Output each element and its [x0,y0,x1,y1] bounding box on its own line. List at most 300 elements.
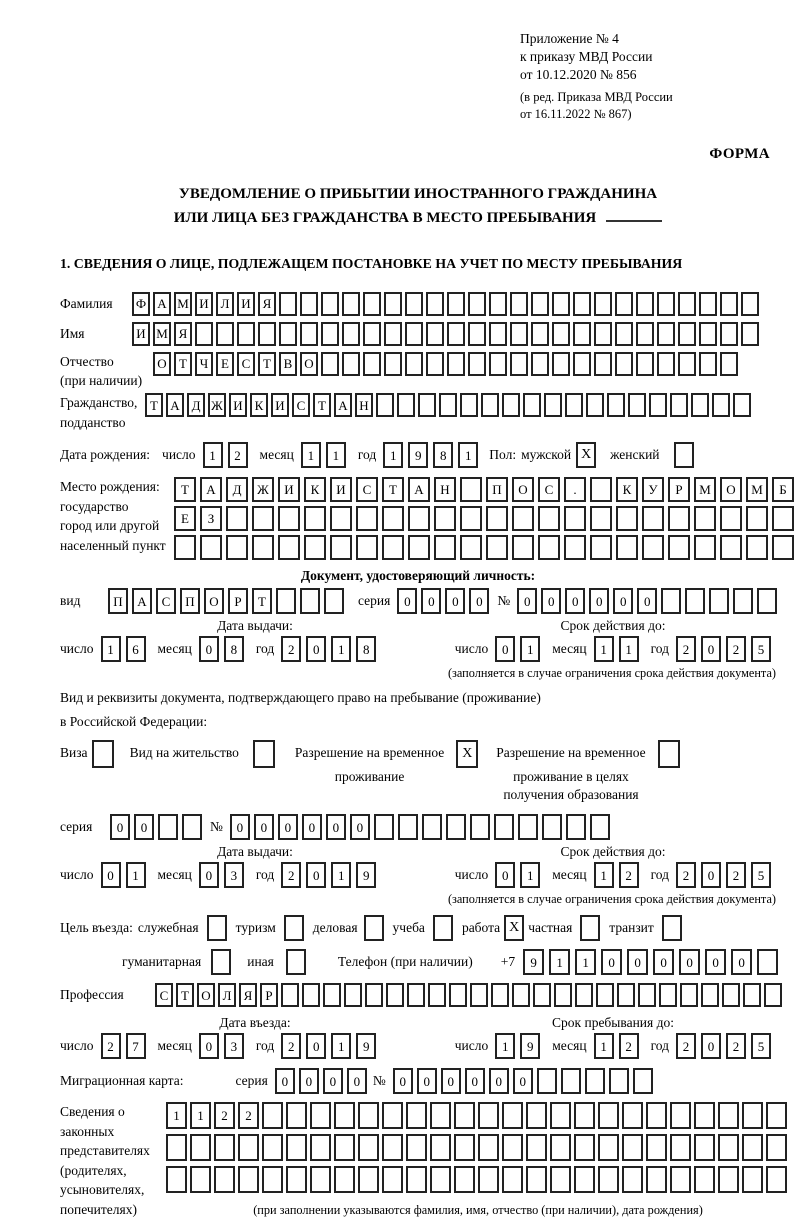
char-box[interactable]: 0 [601,949,622,975]
char-box[interactable] [262,1166,283,1193]
char-box[interactable]: 0 [731,949,752,975]
char-box[interactable]: А [132,588,152,614]
char-box[interactable] [574,1102,595,1129]
char-box[interactable]: А [334,393,352,417]
purpose-other-checkbox[interactable] [286,949,306,975]
char-box[interactable]: Т [174,477,196,502]
char-box[interactable]: 5 [751,1033,771,1059]
char-box[interactable] [718,1102,739,1129]
char-box[interactable]: Т [258,352,276,376]
char-box[interactable] [512,983,530,1007]
char-box[interactable]: 0 [326,814,346,840]
char-box[interactable] [590,814,610,840]
char-box[interactable] [356,535,378,560]
char-box[interactable] [722,983,740,1007]
char-box[interactable]: 2 [281,862,301,888]
char-box[interactable]: 0 [302,814,322,840]
char-box[interactable] [454,1134,475,1161]
char-box[interactable] [321,292,339,316]
char-box[interactable]: И [237,292,255,316]
char-box[interactable] [426,292,444,316]
char-box[interactable] [646,1102,667,1129]
char-box[interactable] [286,1166,307,1193]
purpose-humanitarian-checkbox[interactable] [211,949,231,975]
char-box[interactable]: Е [174,506,196,531]
char-box[interactable] [460,506,482,531]
char-box[interactable] [642,506,664,531]
char-box[interactable]: С [156,588,176,614]
char-box[interactable]: 0 [110,814,130,840]
char-box[interactable] [733,588,753,614]
char-box[interactable] [342,322,360,346]
temp-residence-checkbox[interactable]: X [456,740,478,768]
char-box[interactable] [512,535,534,560]
char-box[interactable] [594,292,612,316]
char-box[interactable] [598,1166,619,1193]
char-box[interactable]: 0 [701,862,721,888]
char-box[interactable] [481,393,499,417]
char-box[interactable] [226,535,248,560]
char-box[interactable] [478,1166,499,1193]
char-box[interactable]: 1 [520,862,540,888]
char-box[interactable]: 1 [549,949,570,975]
char-box[interactable] [670,1166,691,1193]
char-box[interactable] [460,477,482,502]
char-box[interactable] [489,322,507,346]
char-box[interactable]: И [271,393,289,417]
char-box[interactable]: 2 [281,636,301,662]
char-box[interactable]: 0 [513,1068,533,1094]
char-box[interactable]: 5 [751,862,771,888]
char-box[interactable]: 0 [397,588,417,614]
char-box[interactable]: Е [216,352,234,376]
char-box[interactable]: О [300,352,318,376]
char-box[interactable] [382,1102,403,1129]
char-box[interactable] [685,588,705,614]
char-box[interactable] [561,1068,581,1094]
char-box[interactable]: М [746,477,768,502]
char-box[interactable]: А [166,393,184,417]
char-box[interactable]: П [180,588,200,614]
char-box[interactable]: Н [355,393,373,417]
char-box[interactable] [531,322,549,346]
char-box[interactable] [434,506,456,531]
char-box[interactable] [300,292,318,316]
char-box[interactable] [670,1134,691,1161]
char-box[interactable] [430,1134,451,1161]
char-box[interactable] [616,506,638,531]
char-box[interactable] [746,535,768,560]
temp-residence-edu-checkbox[interactable] [658,740,680,768]
char-box[interactable] [281,983,299,1007]
char-box[interactable] [668,535,690,560]
char-box[interactable]: 0 [347,1068,367,1094]
char-box[interactable] [407,983,425,1007]
char-box[interactable] [766,1134,787,1161]
char-box[interactable]: О [153,352,171,376]
char-box[interactable] [596,983,614,1007]
char-box[interactable]: 0 [653,949,674,975]
char-box[interactable] [766,1166,787,1193]
char-box[interactable] [586,393,604,417]
char-box[interactable] [628,393,646,417]
char-box[interactable] [214,1166,235,1193]
char-box[interactable] [300,588,320,614]
char-box[interactable]: М [694,477,716,502]
char-box[interactable] [526,1102,547,1129]
char-box[interactable] [397,393,415,417]
char-box[interactable] [657,292,675,316]
char-box[interactable]: 2 [726,1033,746,1059]
purpose-tourism-checkbox[interactable] [284,915,304,941]
char-box[interactable] [382,506,404,531]
char-box[interactable]: Р [668,477,690,502]
char-box[interactable]: 0 [323,1068,343,1094]
char-box[interactable] [565,393,583,417]
char-box[interactable] [743,983,761,1007]
char-box[interactable]: И [195,292,213,316]
char-box[interactable] [720,322,738,346]
char-box[interactable] [526,1166,547,1193]
char-box[interactable] [502,393,520,417]
char-box[interactable]: Т [176,983,194,1007]
char-box[interactable] [502,1166,523,1193]
char-box[interactable]: 1 [331,636,351,662]
char-box[interactable]: 0 [465,1068,485,1094]
char-box[interactable] [166,1134,187,1161]
char-box[interactable]: 0 [589,588,609,614]
char-box[interactable] [694,506,716,531]
char-box[interactable]: 1 [126,862,146,888]
char-box[interactable]: 0 [627,949,648,975]
char-box[interactable] [615,292,633,316]
char-box[interactable] [564,535,586,560]
char-box[interactable] [552,322,570,346]
char-box[interactable] [356,506,378,531]
char-box[interactable] [668,506,690,531]
char-box[interactable]: 1 [458,442,478,468]
char-box[interactable]: 1 [203,442,223,468]
char-box[interactable]: 0 [199,1033,219,1059]
char-box[interactable] [657,352,675,376]
char-box[interactable] [300,322,318,346]
char-box[interactable] [590,506,612,531]
char-box[interactable]: И [229,393,247,417]
char-box[interactable] [701,983,719,1007]
char-box[interactable]: 0 [469,588,489,614]
char-box[interactable]: 0 [278,814,298,840]
char-box[interactable]: Ж [208,393,226,417]
char-box[interactable]: 1 [101,636,121,662]
char-box[interactable] [694,535,716,560]
sex-female-checkbox[interactable] [674,442,694,468]
char-box[interactable] [680,983,698,1007]
char-box[interactable] [772,535,794,560]
char-box[interactable]: О [197,983,215,1007]
char-box[interactable] [531,292,549,316]
char-box[interactable]: Р [260,983,278,1007]
char-box[interactable]: А [153,292,171,316]
char-box[interactable]: 0 [701,1033,721,1059]
char-box[interactable]: Т [174,352,192,376]
char-box[interactable]: О [512,477,534,502]
purpose-transit-checkbox[interactable] [662,915,682,941]
char-box[interactable] [554,983,572,1007]
char-box[interactable] [585,1068,605,1094]
char-box[interactable] [384,322,402,346]
char-box[interactable]: Т [382,477,404,502]
char-box[interactable] [468,292,486,316]
char-box[interactable]: 5 [751,636,771,662]
char-box[interactable]: 0 [613,588,633,614]
purpose-private-checkbox[interactable] [580,915,600,941]
char-box[interactable] [278,506,300,531]
char-box[interactable] [304,535,326,560]
char-box[interactable] [712,393,730,417]
char-box[interactable] [537,1068,557,1094]
char-box[interactable] [238,1166,259,1193]
char-box[interactable] [718,1166,739,1193]
char-box[interactable]: 1 [331,862,351,888]
char-box[interactable]: 1 [383,442,403,468]
char-box[interactable] [746,506,768,531]
char-box[interactable] [573,352,591,376]
char-box[interactable] [720,292,738,316]
char-box[interactable] [214,1134,235,1161]
char-box[interactable] [252,535,274,560]
char-box[interactable]: 0 [495,636,515,662]
char-box[interactable]: 0 [306,862,326,888]
char-box[interactable]: . [564,477,586,502]
char-box[interactable] [542,814,562,840]
char-box[interactable] [258,322,276,346]
char-box[interactable] [598,1134,619,1161]
char-box[interactable]: 9 [356,1033,376,1059]
char-box[interactable]: 0 [393,1068,413,1094]
char-box[interactable] [622,1102,643,1129]
char-box[interactable] [633,1068,653,1094]
char-box[interactable] [566,814,586,840]
char-box[interactable]: 0 [254,814,274,840]
char-box[interactable] [226,506,248,531]
char-box[interactable] [358,1166,379,1193]
char-box[interactable] [330,506,352,531]
char-box[interactable] [573,322,591,346]
char-box[interactable] [609,1068,629,1094]
char-box[interactable]: И [132,322,150,346]
char-box[interactable] [334,1166,355,1193]
char-box[interactable]: 9 [520,1033,540,1059]
char-box[interactable]: 1 [495,1033,515,1059]
char-box[interactable]: 0 [541,588,561,614]
char-box[interactable]: 2 [676,1033,696,1059]
char-box[interactable] [657,322,675,346]
char-box[interactable]: 6 [126,636,146,662]
char-box[interactable] [460,393,478,417]
char-box[interactable] [430,1102,451,1129]
char-box[interactable] [200,535,222,560]
char-box[interactable]: Я [258,292,276,316]
char-box[interactable] [678,292,696,316]
char-box[interactable] [406,1134,427,1161]
char-box[interactable] [699,322,717,346]
char-box[interactable] [216,322,234,346]
char-box[interactable]: 2 [101,1033,121,1059]
char-box[interactable] [574,1166,595,1193]
char-box[interactable]: А [200,477,222,502]
char-box[interactable] [418,393,436,417]
char-box[interactable] [636,352,654,376]
char-box[interactable] [538,535,560,560]
char-box[interactable] [494,814,514,840]
char-box[interactable] [470,814,490,840]
char-box[interactable] [190,1166,211,1193]
char-box[interactable] [552,352,570,376]
char-box[interactable] [590,535,612,560]
char-box[interactable] [302,983,320,1007]
char-box[interactable]: С [538,477,560,502]
char-box[interactable]: 2 [228,442,248,468]
char-box[interactable]: 1 [520,636,540,662]
char-box[interactable] [694,1102,715,1129]
char-box[interactable]: 8 [356,636,376,662]
char-box[interactable] [691,393,709,417]
purpose-business-checkbox[interactable] [364,915,384,941]
char-box[interactable] [342,352,360,376]
char-box[interactable] [550,1102,571,1129]
char-box[interactable] [406,1166,427,1193]
char-box[interactable]: 2 [619,1033,639,1059]
char-box[interactable] [426,352,444,376]
char-box[interactable] [174,535,196,560]
char-box[interactable] [365,983,383,1007]
char-box[interactable] [408,535,430,560]
char-box[interactable] [376,393,394,417]
char-box[interactable]: 0 [489,1068,509,1094]
char-box[interactable] [523,393,541,417]
char-box[interactable]: 0 [230,814,250,840]
char-box[interactable]: 0 [421,588,441,614]
sex-male-checkbox[interactable]: X [576,442,596,468]
char-box[interactable] [468,322,486,346]
char-box[interactable]: З [200,506,222,531]
char-box[interactable] [598,1102,619,1129]
char-box[interactable]: 1 [594,862,614,888]
char-box[interactable] [237,322,255,346]
char-box[interactable] [344,983,362,1007]
char-box[interactable] [252,506,274,531]
purpose-study-checkbox[interactable] [433,915,453,941]
char-box[interactable]: 0 [199,862,219,888]
char-box[interactable] [678,322,696,346]
char-box[interactable]: 1 [594,1033,614,1059]
char-box[interactable]: 7 [126,1033,146,1059]
char-box[interactable] [304,506,326,531]
char-box[interactable] [617,983,635,1007]
char-box[interactable]: К [250,393,268,417]
char-box[interactable] [694,1166,715,1193]
char-box[interactable] [321,322,339,346]
char-box[interactable] [195,322,213,346]
char-box[interactable]: Н [434,477,456,502]
char-box[interactable] [323,983,341,1007]
char-box[interactable] [518,814,538,840]
char-box[interactable]: С [356,477,378,502]
char-box[interactable]: 9 [523,949,544,975]
char-box[interactable] [422,814,442,840]
char-box[interactable]: И [330,477,352,502]
char-box[interactable]: 2 [726,862,746,888]
char-box[interactable] [594,322,612,346]
char-box[interactable] [661,588,681,614]
char-box[interactable]: 0 [445,588,465,614]
char-box[interactable]: 1 [190,1102,211,1129]
char-box[interactable]: 0 [101,862,121,888]
char-box[interactable]: М [153,322,171,346]
char-box[interactable]: Л [216,292,234,316]
char-box[interactable] [405,292,423,316]
char-box[interactable] [434,535,456,560]
char-box[interactable] [262,1134,283,1161]
char-box[interactable] [670,393,688,417]
char-box[interactable] [574,1134,595,1161]
char-box[interactable] [447,352,465,376]
char-box[interactable]: В [279,352,297,376]
char-box[interactable]: С [155,983,173,1007]
char-box[interactable]: К [304,477,326,502]
char-box[interactable] [382,1134,403,1161]
char-box[interactable] [470,983,488,1007]
char-box[interactable]: 0 [637,588,657,614]
char-box[interactable] [486,535,508,560]
char-box[interactable] [324,588,344,614]
char-box[interactable]: 0 [199,636,219,662]
char-box[interactable]: Т [313,393,331,417]
char-box[interactable] [334,1134,355,1161]
char-box[interactable] [733,393,751,417]
char-box[interactable]: Т [252,588,272,614]
char-box[interactable] [478,1134,499,1161]
char-box[interactable]: 2 [214,1102,235,1129]
char-box[interactable] [276,588,296,614]
char-box[interactable] [615,352,633,376]
char-box[interactable]: И [278,477,300,502]
char-box[interactable] [408,506,430,531]
char-box[interactable]: 0 [306,1033,326,1059]
char-box[interactable]: 0 [701,636,721,662]
char-box[interactable] [286,1134,307,1161]
char-box[interactable] [575,983,593,1007]
char-box[interactable] [279,322,297,346]
char-box[interactable] [358,1102,379,1129]
char-box[interactable]: О [204,588,224,614]
char-box[interactable]: К [616,477,638,502]
char-box[interactable]: Я [174,322,192,346]
char-box[interactable]: 2 [676,862,696,888]
char-box[interactable] [642,535,664,560]
char-box[interactable] [279,292,297,316]
char-box[interactable] [386,983,404,1007]
char-box[interactable] [190,1134,211,1161]
char-box[interactable]: 0 [679,949,700,975]
char-box[interactable] [310,1166,331,1193]
char-box[interactable]: П [486,477,508,502]
char-box[interactable] [531,352,549,376]
char-box[interactable]: 2 [281,1033,301,1059]
char-box[interactable] [321,352,339,376]
char-box[interactable]: Я [239,983,257,1007]
char-box[interactable]: 2 [238,1102,259,1129]
